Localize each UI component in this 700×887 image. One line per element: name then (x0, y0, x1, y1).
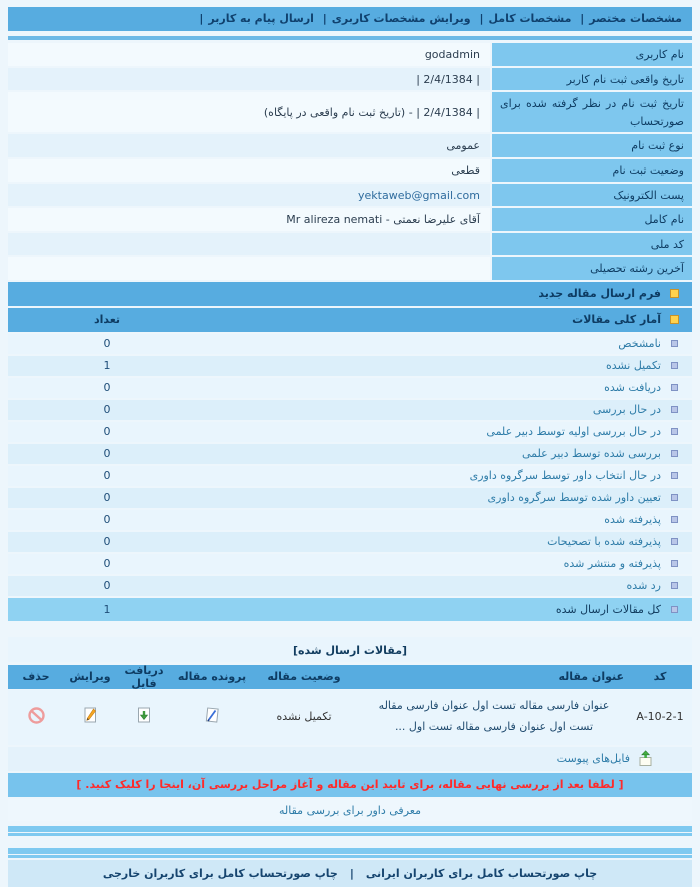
square-bullet-icon (671, 606, 678, 613)
profile-row (8, 233, 692, 256)
stat-label-link[interactable]: پذیرفته شده با تصحیحات (547, 535, 661, 549)
square-bullet-icon (671, 450, 678, 457)
square-bullet-icon (671, 472, 678, 479)
stat-label-link[interactable]: در حال بررسی اولیه توسط دبیر علمی (486, 425, 661, 439)
profile-label: نام کامل (492, 208, 692, 231)
stat-row (8, 400, 692, 420)
profile-label: پست الکترونیک (492, 184, 692, 207)
article-row (8, 690, 692, 745)
profile-row (8, 92, 692, 132)
stat-label-link[interactable]: تکمیل نشده (605, 359, 661, 373)
stat-label-link[interactable]: بررسی شده توسط دبیر علمی (521, 447, 661, 461)
stat-count: 0 (103, 337, 111, 351)
profile-label: تاریخ ثبت نام در نظر گرفته شده برای صورتحساب (492, 92, 692, 132)
spacer (8, 623, 692, 637)
profile-row (8, 68, 692, 91)
stat-count: 1 (103, 359, 111, 373)
stats-total-row (8, 598, 692, 621)
stat-row (8, 466, 692, 486)
new-article-form-bar[interactable] (8, 282, 692, 306)
square-bullet-icon (671, 406, 678, 413)
square-bullet-icon (671, 384, 678, 391)
stat-label-link[interactable]: رد شده (626, 579, 661, 593)
stat-row (8, 532, 692, 552)
stat-row (8, 444, 692, 464)
square-bullet-icon (671, 538, 678, 545)
download-file-icon[interactable] (135, 706, 153, 724)
divider-bar (8, 36, 692, 40)
stat-label-link[interactable]: پذیرفته و منتشر شده (563, 557, 661, 571)
stat-row (8, 488, 692, 508)
spacer (8, 838, 692, 848)
profile-label: تاریخ واقعی ثبت نام کاربر (492, 68, 692, 91)
articles-table-body (8, 690, 692, 745)
stat-count: 0 (103, 425, 111, 439)
stat-count: 0 (103, 469, 111, 483)
article-status: تکمیل نشده (276, 710, 332, 724)
profile-row (8, 208, 692, 231)
stat-count: 0 (103, 403, 111, 417)
square-bullet-icon (671, 362, 678, 369)
article-title: عنوان فارسی مقاله تست اول عنوان فارسی مقاله تست اول عنوان فارسی مقاله تست اول ... (378, 698, 610, 733)
menu-separator: | (322, 12, 327, 25)
stats-total-label: کل مقالات ارسال شده (555, 602, 661, 616)
article-dossier-icon[interactable] (203, 706, 221, 724)
stat-label-link[interactable]: پذیرفته شده (604, 513, 661, 527)
profile-label: وضعیت ثبت نام (492, 159, 692, 182)
print-invoice-iranian-link[interactable]: چاپ صورتحساب کامل برای کاربران ایرانی (365, 866, 598, 880)
menu-separator: | (199, 12, 204, 25)
stat-label-link[interactable]: تعیین داور شده توسط سرگروه داوری (487, 491, 661, 505)
square-bullet-icon (671, 340, 678, 347)
stripe-divider (8, 826, 692, 836)
menu-separator: | (479, 12, 484, 25)
profile-value: قطعی (8, 159, 490, 182)
stat-row (8, 378, 692, 398)
profile-value: عمومی (8, 134, 490, 157)
confirm-review-notice[interactable]: [ لطفا بعد از بررسی نهایی مقاله، برای تایید این مقاله و آغاز مراحل بررسی آن، اینجا را کلیک کنید. ] (8, 773, 692, 797)
profile-row (8, 257, 692, 280)
profile-value (8, 233, 490, 256)
stat-label-link[interactable]: نامشخص (618, 337, 661, 351)
stats-header-bar (8, 308, 692, 332)
stat-count: 0 (103, 513, 111, 527)
top-menu-bar (8, 7, 692, 31)
profile-value: Mr alireza nemati - آقای علیرضا نعمتی (8, 208, 490, 231)
square-bullet-icon (671, 560, 678, 567)
stat-count: 0 (103, 447, 111, 461)
profile-label: نام کاربری (492, 43, 692, 66)
stat-count: 0 (103, 557, 111, 571)
stat-count: 0 (103, 491, 111, 505)
menu-item[interactable]: مشخصات مختصر (589, 12, 682, 25)
col-header-status: وضعیت مقاله (267, 670, 341, 684)
stat-count: 0 (103, 381, 111, 395)
col-header-file: پرونده مقاله (177, 670, 247, 684)
menu-item[interactable]: ویرایش مشخصات کاربری (331, 12, 471, 25)
profile-row (8, 134, 692, 157)
profile-row (8, 43, 692, 66)
col-header-title: عنوان مقاله (558, 670, 624, 684)
attachments-row (8, 747, 692, 771)
stat-label-link[interactable]: در حال انتخاب داور توسط سرگروه داوری (469, 469, 661, 483)
profile-label: آخرین رشته تحصیلی (492, 257, 692, 280)
stat-label-link[interactable]: در حال بررسی (592, 403, 661, 417)
new-article-form-link[interactable]: فرم ارسال مقاله جدید (538, 287, 661, 301)
stat-row (8, 554, 692, 574)
footer-bar (8, 860, 692, 887)
stat-row (8, 422, 692, 442)
col-header-code: کد (653, 670, 667, 684)
stats-count-header: تعداد (93, 313, 121, 327)
stats-table (8, 334, 692, 596)
attachment-upload-icon (637, 750, 654, 767)
menu-separator: | (580, 12, 585, 25)
articles-section-title: [مقالات ارسال شده] (8, 637, 692, 662)
stat-count: 0 (103, 535, 111, 549)
profile-row (8, 184, 692, 207)
stat-row (8, 356, 692, 376)
stat-row (8, 334, 692, 354)
square-bullet-icon (671, 494, 678, 501)
profile-row (8, 159, 692, 182)
profile-value: | 2/4/1384 | (8, 68, 490, 91)
footer-separator: | (349, 866, 354, 880)
profile-value: | 2/4/1384 | - (تاریخ ثبت نام واقعی در پایگاه) (8, 92, 490, 132)
menu-item[interactable]: مشخصات کامل (488, 12, 572, 25)
stat-count: 0 (103, 579, 111, 593)
profile-label: کد ملی (492, 233, 692, 256)
articles-table-header (8, 665, 692, 689)
col-header-delete: حذف (22, 670, 50, 684)
attachments-link[interactable]: فایل‌های پیوست (556, 752, 630, 766)
yellow-square-icon (670, 315, 679, 324)
stats-total-count: 1 (103, 602, 111, 616)
menu-item[interactable]: ارسال پیام به کاربر (208, 12, 314, 25)
profile-value (8, 257, 490, 280)
referee-intro-link[interactable]: معرفی داور برای بررسی مقاله (8, 799, 692, 821)
article-code: A-10-2-1 (636, 710, 684, 724)
col-header-download: دریافت فایل (124, 663, 164, 690)
stat-label-link[interactable]: دریافت شده (604, 381, 661, 395)
col-header-edit: ویرایش (69, 670, 111, 684)
profile-label: نوع ثبت نام (492, 134, 692, 157)
square-bullet-icon (671, 428, 678, 435)
stats-title: آمار کلی مقالات (572, 313, 661, 327)
profile-value: yektaweb@gmail.com (8, 184, 490, 207)
delete-icon[interactable] (27, 706, 46, 725)
stat-row (8, 576, 692, 596)
profile-table (8, 43, 692, 280)
stat-row (8, 510, 692, 530)
profile-value: godadmin (8, 43, 490, 66)
yellow-square-icon (670, 289, 679, 298)
edit-icon[interactable] (81, 706, 99, 724)
print-invoice-foreign-link[interactable]: چاپ صورتحساب کامل برای کاربران خارجی (102, 866, 338, 880)
stripe-divider (8, 848, 692, 858)
square-bullet-icon (671, 582, 678, 589)
square-bullet-icon (671, 516, 678, 523)
